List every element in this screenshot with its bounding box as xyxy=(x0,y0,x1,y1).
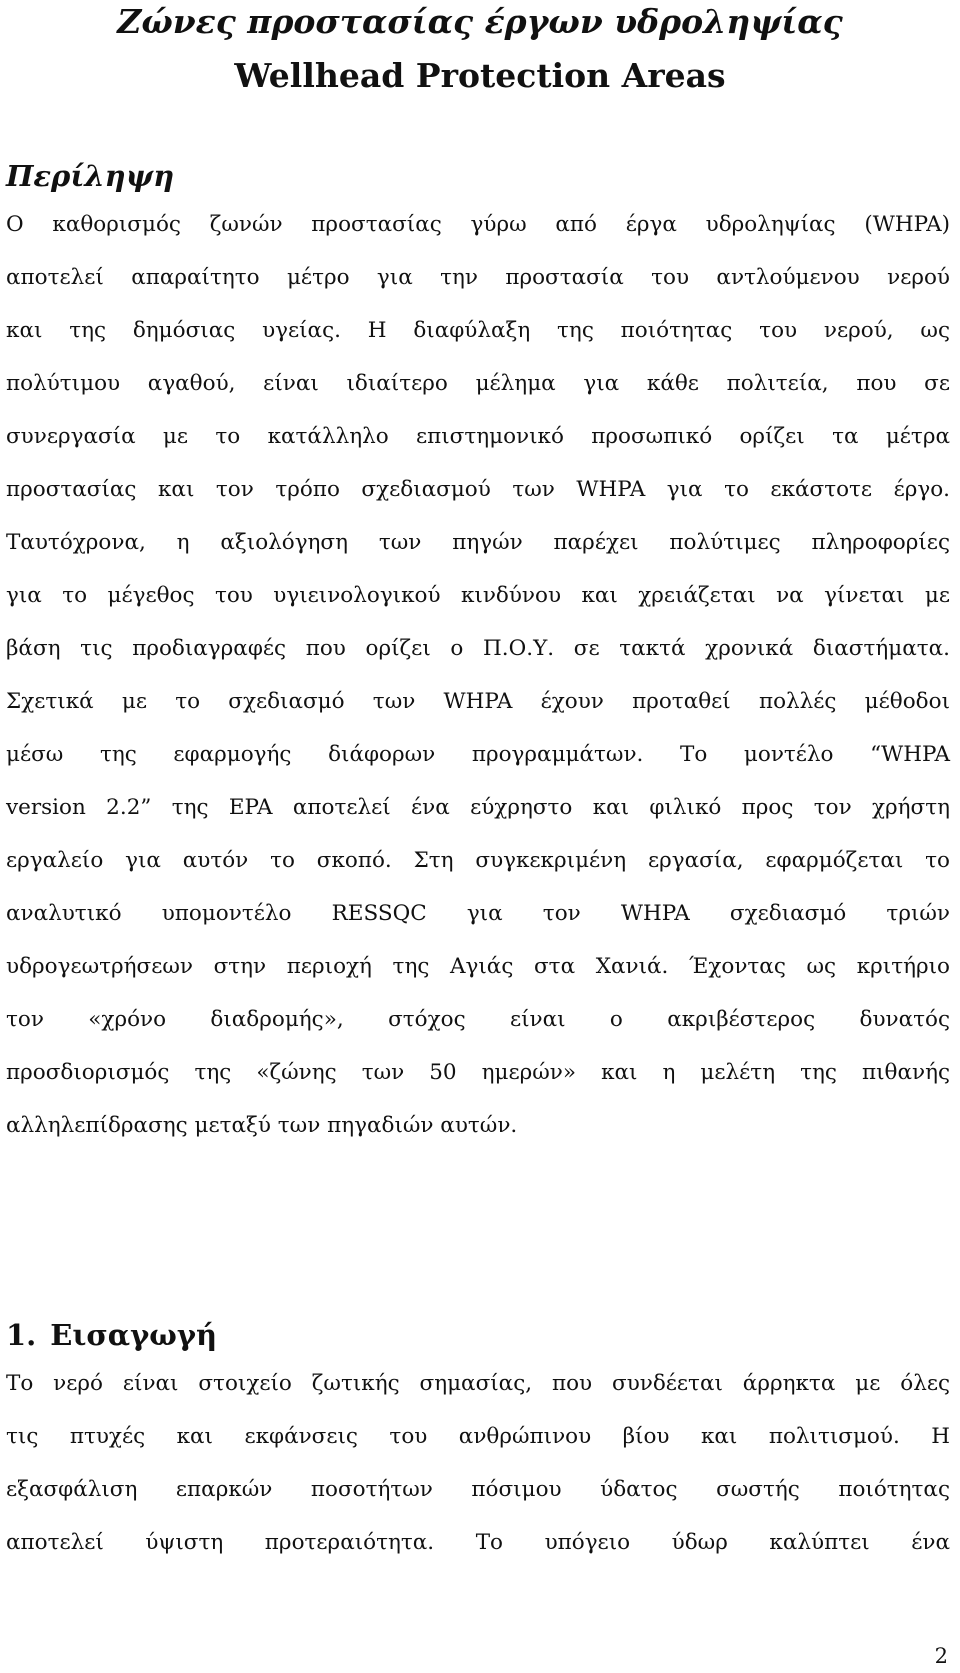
abstract-line: αλληλεπίδρασης μεταξύ των πηγαδιών αυτών. xyxy=(6,1113,518,1138)
abstract-line: συνεργασία με το κατάλληλο επιστημονικό προσωπικό ορίζει τα μέτρα xyxy=(6,424,950,449)
abstract-line: τον «χρόνο διαδρομής», στόχος είναι ο ακριβέστερος δυνατός xyxy=(6,1007,950,1032)
introduction-line: αποτελεί ύψιστη προτεραιότητα. Το υπόγειο ύδωρ καλύπτει ένα xyxy=(6,1530,950,1555)
abstract-line: αποτελεί απαραίτητο μέτρο για την προστασία του αντλούμενου νερού xyxy=(6,265,950,290)
abstract-line: Ταυτόχρονα, η αξιολόγηση των πηγών παρέχει πολύτιμες πληροφορίες xyxy=(6,530,950,555)
abstract-line: υδρογεωτρήσεων στην περιοχή της Αγιάς στα Χανιά. Έχοντας ως κριτήριο xyxy=(6,954,950,979)
abstract-line: Σχετικά με το σχεδιασμό των WHPA έχουν προταθεί πολλές μέθοδοι xyxy=(6,689,950,714)
abstract-line: πολύτιμου αγαθού, είναι ιδιαίτερο μέλημα για κάθε πολιτεία, που σε xyxy=(6,371,950,396)
document-title-greek: Ζώνες προστασίας έργων υδροληψίας xyxy=(117,2,843,41)
section-number: 1. xyxy=(6,1318,37,1352)
abstract-line: αναλυτικό υπομοντέλο RESSQC για τον WHPA σχεδιασμό τριών xyxy=(6,901,950,926)
abstract-line: εργαλείο για αυτόν το σκοπό. Στη συγκεκριμένη εργασία, εφαρμόζεται το xyxy=(6,848,950,873)
page-number: 2 xyxy=(934,1644,948,1668)
abstract-line: version 2.2” της EPA αποτελεί ένα εύχρηστο και φιλικό προς τον χρήστη xyxy=(6,795,950,820)
abstract-heading: Περίληψη xyxy=(6,159,175,193)
abstract-line: για το μέγεθος του υγιεινολογικού κινδύνου και χρειάζεται να γίνεται με xyxy=(6,583,950,608)
introduction-line: τις πτυχές και εκφάνσεις του ανθρώπινου βίου και πολιτισμού. Η xyxy=(6,1424,950,1449)
introduction-heading xyxy=(6,1317,217,1353)
abstract-line: βάση τις προδιαγραφές που ορίζει ο Π.Ο.Υ. σε τακτά χρονικά διαστήματα. xyxy=(6,636,950,661)
abstract-line: προσδιορισμός της «ζώνης των 50 ημερών» και η μελέτη της πιθανής xyxy=(6,1060,950,1085)
abstract-line: μέσω της εφαρμογής διάφορων προγραμμάτων. Το μοντέλο “WHPA xyxy=(6,742,950,767)
abstract-line: προστασίας και τον τρόπο σχεδιασμού των WHPA για το εκάστοτε έργο. xyxy=(6,477,950,502)
section-title: Εισαγωγή xyxy=(50,1318,218,1352)
abstract-line: Ο καθορισμός ζωνών προστασίας γύρω από έργα υδροληψίας (WHPA) xyxy=(6,212,950,237)
document-title-english: Wellhead Protection Areas xyxy=(234,56,726,95)
introduction-line: εξασφάλιση επαρκών ποσοτήτων πόσιμου ύδατος σωστής ποιότητας xyxy=(6,1477,950,1502)
abstract-line: και της δημόσιας υγείας. Η διαφύλαξη της ποιότητας του νερού, ως xyxy=(6,318,950,343)
introduction-line: Το νερό είναι στοιχείο ζωτικής σημασίας, που συνδέεται άρρηκτα με όλες xyxy=(6,1371,950,1396)
